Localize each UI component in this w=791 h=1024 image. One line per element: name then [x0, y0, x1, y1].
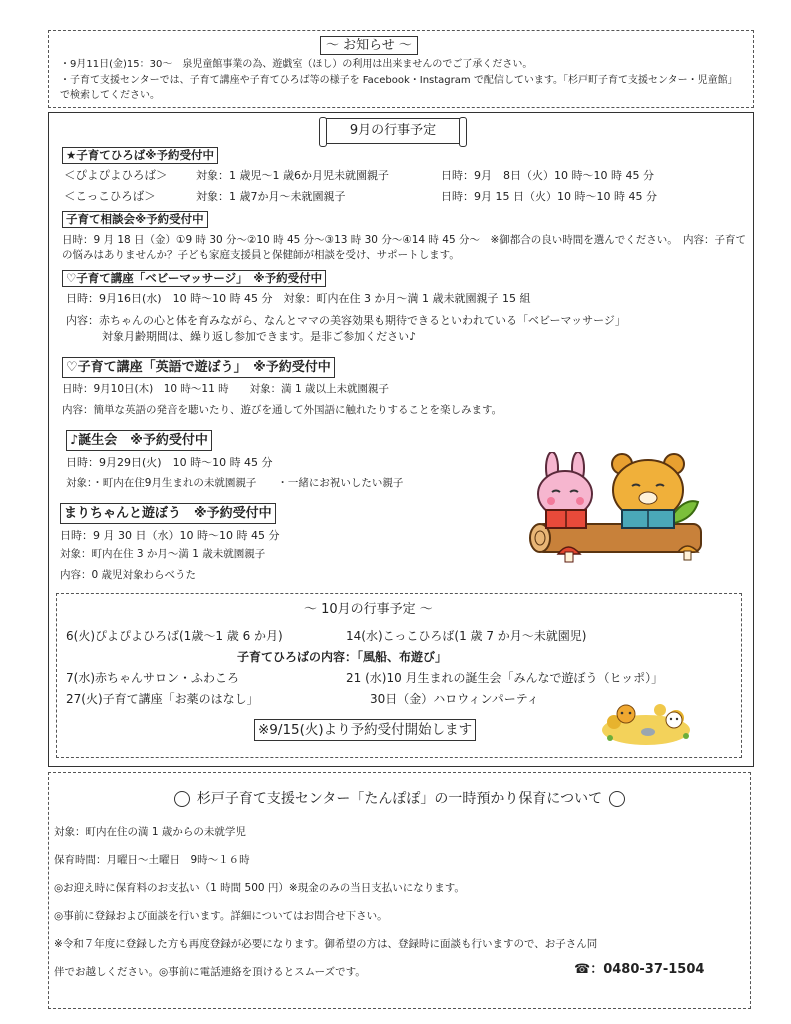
- october-line-1b: 14(水)こっこひろば(1 歳 7 か月～未就園児): [346, 629, 587, 643]
- baby-massage-header: ♡子育て講座「ベビーマッサージ」 ※予約受付中: [62, 270, 326, 287]
- english-header: ♡子育て講座「英語で遊ぼう」 ※予約受付中: [62, 357, 335, 378]
- tanpopo-phone: ☎：0480-37-1504: [574, 962, 705, 977]
- notice-line-2: ・子育て支援センターでは、子育て講座や子育てひろば等の様子を Facebook・Instagram で配信しています。「杉戸町子育て支援センター・児童館」で検索してください。: [60, 75, 738, 101]
- soudan-text: 日時：9 月 18 日（金）①9 時 30 分～②10 時 45 分～③13 時 30 分～④14 時 45 分～ ※御都合の良い時間を選んでください。 内容：子育ての悩みはありませんか？子ども家庭支援員と保健師が相談を受け、サポートします。: [62, 234, 747, 261]
- birthday-header: ♪誕生会 ※予約受付中: [66, 430, 212, 451]
- october-line-4b: 30日（金）ハロウィンパーティ: [370, 692, 539, 706]
- hiroba-row1-date: 日時：9月 8日（火）10 時～10 時 45 分: [441, 169, 654, 182]
- tanpopo-target: 対象：町内在住の満 1 歳からの未就学児: [54, 826, 246, 838]
- tanpopo-hours: 保育時間：月曜日～土曜日 9時～１６時: [54, 854, 250, 866]
- mari-content: 内容：0 歳児対象わらべうた: [60, 569, 197, 581]
- october-line-3b: 21 (水)10 月生まれの誕生会「みんなで遊ぼう（ヒッポ）」: [346, 671, 664, 685]
- birthday-date: 日時：9月29日(火) 10 時～10 時 45 分: [66, 456, 273, 469]
- september-title: 9月の行事予定: [349, 123, 437, 138]
- rabbit-bear-reading-illustration: [518, 452, 723, 572]
- october-line-2: 子育てひろばの内容：「風船、布遊び」: [237, 650, 448, 664]
- scroll-curl-left-icon: [319, 117, 327, 147]
- hiroba-row2-name: ＜こっこひろば＞: [64, 189, 156, 203]
- tanpopo-title: 杉戸子育て支援センター「たんぽぽ」の一時預かり保育について: [196, 791, 603, 807]
- animals-autumn-leaves-illustration: [600, 700, 692, 746]
- hiroba-row2-date: 日時：9月 15 日（火）10 時～10 時 45 分: [441, 190, 657, 203]
- tanpopo-fee: ◎お迎え時に保育料のお支払い（1 時間 500 円）※現金のみの当日支払いになります。: [54, 882, 465, 894]
- baby-massage-content-1: 内容：赤ちゃんの心と体を育みながら、なんとママの美容効果も期待できるといわれている「ベビーマッサージ」: [66, 314, 626, 327]
- tanpopo-title-row: [48, 789, 751, 809]
- english-date: 日時：9月10日(木) 10 時～11 時 対象：満 1 歳以上未就園親子: [62, 383, 389, 395]
- notice-title: ～ お知らせ ～: [320, 36, 418, 55]
- hiroba-row1-target: 対象：1 歳児～1 歳6か月児未就園親子: [196, 169, 389, 182]
- birthday-target: 対象：・町内在住9月生まれの未就園親子 ・一緒にお祝いしたい親子: [66, 477, 404, 489]
- scroll-curl-right-icon: [459, 117, 467, 147]
- baby-massage-date: 日時：9月16日(水) 10 時～10 時 45 分 対象：町内在住 3 か月～満 1 歳未就園親子 15 組: [66, 292, 531, 305]
- hiroba-row1-name: ＜ぴよぴよひろば＞: [64, 168, 168, 182]
- october-line-1a: 6(火)ぴよぴよひろば(1歳～1 歳 6 か月): [66, 629, 283, 643]
- tanpopo-interview: ◎事前に登録および面談を行います。詳細についてはお問合せ下さい。: [54, 910, 388, 922]
- hiroba-header: ★子育てひろば※予約受付中: [62, 147, 218, 164]
- english-content: 内容：簡単な英語の発音を聴いたり、遊びを通して外国語に触れたりすることを楽しみます。: [62, 404, 503, 416]
- dandelion-icon: [174, 791, 190, 807]
- september-title-scroll: [322, 118, 464, 144]
- october-title: ～ 10月の行事予定 ～: [304, 602, 433, 617]
- dandelion-icon: [609, 791, 625, 807]
- soudan-header: 子育て相談会※予約受付中: [62, 211, 208, 228]
- mari-target: 対象：町内在住 3 か月～満 1 歳未就園親子: [60, 548, 266, 560]
- tanpopo-note-1: ※令和７年度に登録した方も再度登録が必要になります。御希望の方は、登録時に面談も行いますので、お子さん同: [54, 938, 598, 950]
- notice-line-1: ・9月11日(金)15：30～ 泉児童館事業の為、遊戯室（ほし）の利用は出来ませんのでご了承ください。: [60, 59, 533, 70]
- hiroba-row2-target: 対象：1 歳7か月～未就園親子: [196, 190, 346, 203]
- mari-date: 日時：9 月 30 日（水）10 時～10 時 45 分: [60, 529, 280, 542]
- tanpopo-note-2: 伴でお越しください。◎事前に電話連絡を頂けるとスムーズです。: [54, 966, 366, 978]
- october-reserve-notice: ※9/15(火)より予約受付開始します: [254, 719, 476, 741]
- mari-header: まりちゃんと遊ぼう ※予約受付中: [60, 503, 276, 524]
- october-line-4a: 27(火)子育て講座「お薬のはなし」: [66, 692, 259, 706]
- baby-massage-content-2: 対象月齢期間は、繰り返し参加できます。是非ご参加ください♪: [102, 330, 417, 343]
- october-line-3a: 7(水)赤ちゃんサロン・ふわころ: [66, 671, 239, 685]
